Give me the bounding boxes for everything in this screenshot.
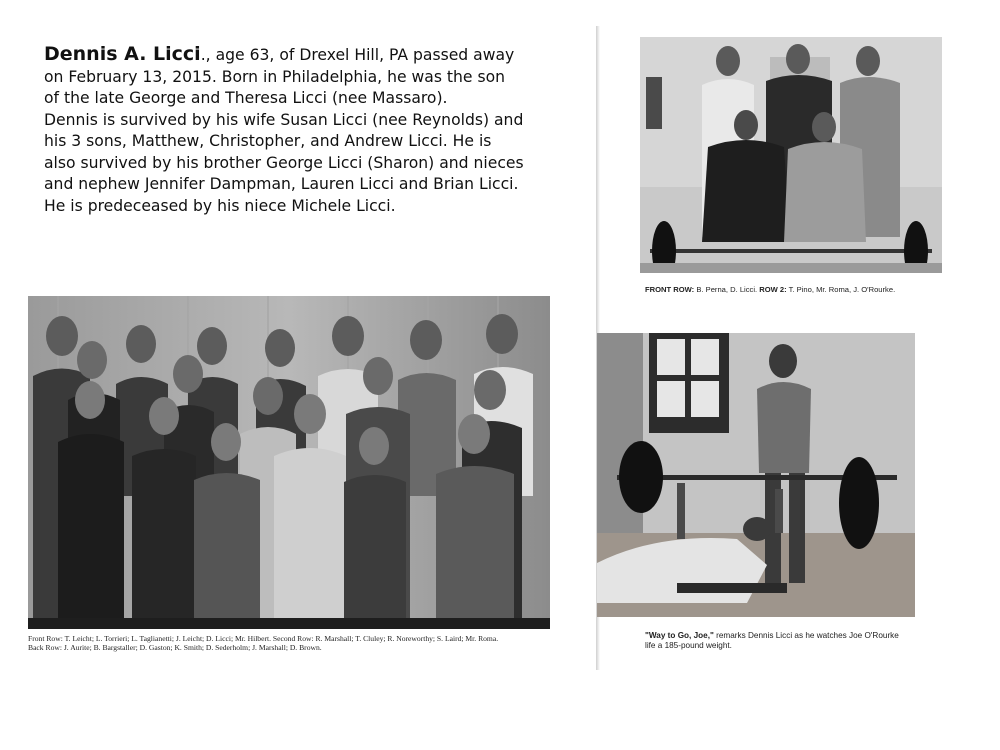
deceased-name: Dennis A. Licci — [44, 43, 201, 65]
caption-names: T. Pino, Mr. Roma, J. O'Rourke. — [788, 285, 896, 294]
obituary-line: of the late George and Theresa Licci (nee Massaro). — [44, 89, 448, 107]
group-photo-caption — [28, 634, 568, 652]
obituary-line: and nephew Jennifer Dampman, Lauren Licci and Brian Licci. — [44, 175, 519, 193]
caption-text: remarks Dennis Licci as he watches Joe O'Rourke — [713, 631, 899, 640]
caption-line: Front Row: T. Leicht; L. Torrieri; L. Taglianetti; J. Leicht; D. Licci; Mr. Hilbert. Second Row: R. Marshall; T. Cluley; R. Noreworthy; S. Laird; Mr. Roma. — [28, 634, 499, 643]
obituary-line: He is predeceased by his niece Michele Licci. — [44, 196, 396, 215]
caption-line: Back Row: J. Aurite; B. Bargstaller; D. Gaston; K. Smith; D. Sederholm; J. Marshall; D. Brown. — [28, 643, 322, 652]
obituary-line: also survived by his brother George Licci (Sharon) and nieces — [44, 153, 524, 172]
bench-press-caption — [645, 631, 965, 651]
obituary-line: Dennis is survived by his wife Susan Licci (nee Reynolds) and — [44, 110, 524, 129]
caption-text: life a 185-pound weight. — [645, 641, 732, 650]
caption-quote: "Way to Go, Joe," — [645, 631, 714, 640]
weightlifting-team-caption — [645, 285, 975, 295]
caption-names: B. Perna, D. Licci. — [696, 285, 758, 294]
weightlifting-team-photo — [640, 37, 942, 273]
obituary-text — [44, 44, 544, 217]
group-photo — [28, 296, 550, 629]
bench-press-photo — [597, 333, 915, 617]
obituary-line: on February 13, 2015. Born in Philadelphia, he was the son — [44, 67, 506, 86]
obituary-line: his 3 sons, Matthew, Christopher, and Andrew Licci. He is — [44, 132, 492, 150]
caption-label: ROW 2: — [759, 285, 787, 294]
caption-label: FRONT ROW: — [645, 285, 695, 294]
obituary-line: ., age 63, of Drexel Hill, PA passed away — [200, 46, 515, 64]
